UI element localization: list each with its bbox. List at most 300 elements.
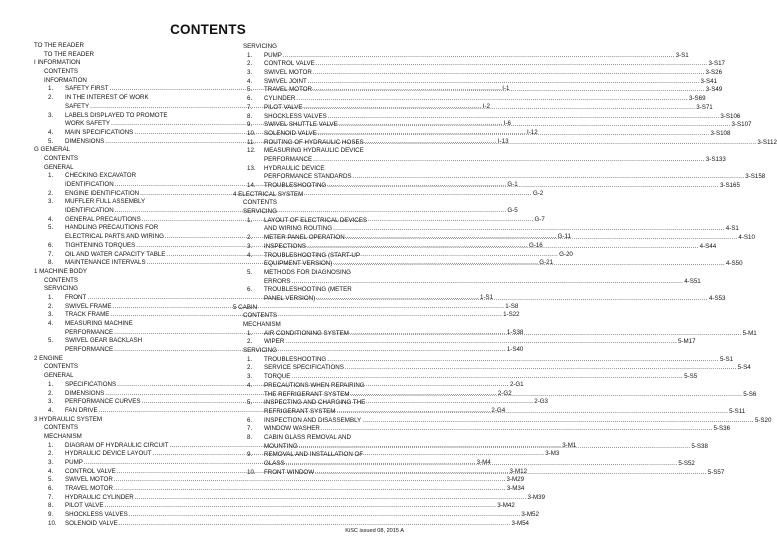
toc-entry-title: MEASURING MACHINE — [65, 320, 133, 327]
toc-entry[interactable] — [233, 225, 739, 234]
dot-leader — [314, 469, 708, 478]
toc-entry-title: CONTENTS — [44, 276, 79, 284]
dot-leader — [290, 373, 684, 382]
toc-entry-number: 5. — [247, 86, 253, 94]
toc-entry-number: 12. — [247, 147, 256, 155]
toc-page-number: 1-S1 — [480, 293, 494, 301]
toc-entry[interactable] — [233, 95, 706, 104]
toc-entry-title: DIMENSIONS — [65, 137, 105, 145]
toc-entry-number: 5. — [48, 137, 54, 145]
toc-page-number: 5-S57 — [707, 468, 725, 476]
toc-entry-title: SWIVEL SHUTTLE VALVE — [264, 121, 338, 129]
toc-entry-title: INFORMATION — [44, 76, 87, 84]
toc-entry-number: 3. — [247, 242, 253, 250]
toc-entry-title: CYLINDER — [264, 95, 296, 103]
toc-entry-title: GENERAL — [44, 372, 74, 380]
toc-entry-number: 4. — [247, 381, 253, 389]
toc-entry-title: MAINTENANCE INTERVALS — [65, 259, 146, 267]
toc-entry-number: 3. — [247, 373, 253, 381]
toc-entry-number: 1. — [247, 216, 253, 224]
toc-entry-number: 2. — [247, 338, 253, 346]
toc-page-number: 3-M29 — [506, 476, 525, 484]
toc-entry-title: 2 ENGINE — [34, 354, 63, 362]
toc-entry-title: TRAVEL MOTOR — [65, 485, 114, 493]
toc-entry-number: 5. — [48, 337, 54, 345]
toc-entry-title: SAFETY — [65, 102, 90, 110]
toc-heading — [34, 146, 224, 155]
toc-entry-title: SWIVEL MOTOR — [65, 476, 113, 484]
toc-entry-title: TO THE READER — [44, 50, 94, 58]
toc-entry-title: PILOT VALVE — [264, 103, 303, 111]
toc-leader — [264, 338, 696, 347]
toc-page-number: G-16 — [528, 241, 543, 249]
toc-heading — [34, 277, 224, 286]
toc-entry-title: CONTENTS — [44, 424, 79, 432]
dot-leader — [298, 443, 692, 452]
dot-leader — [315, 295, 709, 304]
toc-heading — [34, 268, 224, 277]
toc-entry-number: 4. — [48, 215, 54, 223]
dot-leader — [312, 156, 706, 165]
toc-entry-number: 13. — [247, 164, 256, 172]
toc-entry-number: 3. — [48, 198, 54, 206]
toc-entry-title: TROUBLESHOOTING — [264, 355, 327, 363]
toc-heading — [34, 68, 224, 77]
toc-entry-title: G GENERAL — [34, 146, 71, 154]
toc-page-number: 3-S69 — [689, 95, 706, 103]
toc-entry-title: PUMP — [65, 459, 83, 466]
toc-heading — [233, 191, 423, 200]
toc-heading — [233, 312, 423, 321]
toc-page-number: I-6 — [503, 120, 511, 128]
toc-page-number: I-2 — [482, 102, 491, 110]
toc-entry-title: FRONT — [65, 293, 87, 301]
dot-leader — [104, 502, 498, 511]
toc-heading — [233, 165, 423, 174]
dot-leader — [326, 182, 720, 191]
toc-entry-title: GENERAL PRECAUTIONS — [65, 215, 141, 223]
toc-entry-title: I INFORMATION — [34, 59, 81, 67]
toc-entry-title: WIPER — [264, 338, 285, 346]
toc-entry-title: WORK SAFETY — [65, 120, 111, 128]
toc-entry-number: 14. — [247, 182, 256, 189]
dot-leader — [295, 95, 689, 104]
toc-page-number: G-2 — [532, 189, 544, 197]
toc-page-number: 2-G3 — [534, 398, 548, 406]
dot-leader — [345, 234, 739, 243]
toc-heading — [233, 434, 423, 443]
toc-entry-title: TROUBLESHOOTING (METER — [264, 286, 352, 294]
dot-leader — [320, 425, 714, 434]
toc-entry-title: LABELS DISPLAYED TO PROMOTE — [65, 111, 168, 119]
toc-entry-title: 1 MACHINE BODY — [34, 267, 87, 275]
toc-entry[interactable] — [233, 338, 696, 347]
toc-entry-number: 3. — [48, 311, 54, 319]
dot-leader — [344, 364, 738, 373]
toc-entry-title: CONTENTS — [243, 199, 278, 207]
toc-entry-title: AIR CONDITIONING SYSTEM — [264, 329, 349, 337]
toc-entry-title: PANEL VERSION) — [264, 294, 316, 302]
toc-entry-title: METER PANEL OPERATION — [264, 234, 345, 242]
toc-entry-title: FRONT WINDOW — [264, 468, 315, 476]
toc-heading — [233, 43, 423, 52]
toc-entry-number: 6. — [247, 95, 253, 103]
toc-entry-number: 7. — [247, 425, 253, 433]
toc-entry-title: DIMENSIONS — [65, 389, 105, 397]
toc-page-number: 4-S1 — [725, 225, 739, 233]
toc-page-number: 3-S1 — [675, 51, 689, 59]
toc-page-number: 2-G1 — [509, 380, 524, 388]
dot-leader — [312, 69, 706, 78]
toc-heading — [233, 286, 423, 295]
toc-page-number: 4-S50 — [726, 260, 743, 268]
dot-leader — [113, 476, 507, 485]
toc-page-number: 3-M39 — [527, 493, 546, 501]
toc-entry-number: 6. — [247, 416, 253, 424]
toc-entry-number: 4. — [247, 251, 253, 259]
toc-entry-number: 1. — [48, 441, 54, 449]
toc-entry-title: ROUTING OF HYDRAULIC HOSES — [264, 138, 364, 146]
toc-page-number: G-1 — [507, 181, 518, 188]
toc-entry-number: 5. — [48, 224, 54, 232]
toc-entry-title: PERFORMANCE STANDARDS — [264, 173, 352, 181]
toc-page-number: 5-S36 — [713, 425, 731, 433]
toc-heading — [233, 269, 423, 278]
page-footer: KiSC issued 08, 2015 A — [345, 528, 404, 534]
toc-entry-number: 4. — [48, 320, 54, 327]
toc-entry[interactable] — [233, 416, 772, 426]
toc-entry-title: REMOVAL AND INSTALLATION OF — [264, 451, 364, 459]
toc-entry-title: MOUNTING — [264, 442, 298, 450]
toc-heading — [34, 198, 224, 207]
dot-leader — [317, 130, 711, 139]
toc-page-number: 3-S165 — [719, 182, 740, 189]
toc-entry-number: 1. — [247, 355, 253, 363]
toc-entry-number: 2. — [48, 302, 54, 310]
toc-entry-number: 2. — [48, 389, 54, 397]
toc-entry-title: AND WIRING ROUTING — [264, 225, 333, 233]
toc-entry[interactable] — [34, 485, 525, 494]
toc-page-number: 3-S108 — [710, 129, 731, 137]
toc-heading — [34, 285, 224, 294]
toc-entry-number: 2. — [247, 60, 253, 68]
toc-entry-number: 1. — [247, 51, 253, 59]
toc-entry-title: PERFORMANCE CURVES — [65, 398, 141, 406]
toc-entry-title: SHOCKLESS VALVES — [65, 511, 128, 519]
toc-page-number: G-20 — [559, 250, 573, 258]
toc-entry-number: 8. — [48, 502, 54, 510]
toc-entry-title: SERVICE SPECIFICATIONS — [264, 364, 344, 372]
toc-entry-title: WINDOW WASHER — [264, 425, 320, 433]
toc-page-number: 1-S40 — [506, 346, 524, 354]
toc-entry-number: 1. — [247, 329, 253, 337]
toc-entry[interactable] — [233, 155, 726, 165]
toc-entry-title: SERVICING — [243, 347, 277, 355]
toc-entry-title: SOLENOID VALVE — [65, 519, 118, 527]
toc-entry-title: INSPECTION AND DISASSEMBLY — [264, 416, 362, 424]
toc-entry-number: 8. — [247, 112, 253, 120]
dot-leader — [306, 243, 700, 252]
toc-entry-title: MEASURING HYDRAULIC DEVICE — [264, 147, 364, 155]
toc-page-number: 3-S17 — [708, 60, 725, 68]
toc-entry[interactable] — [233, 277, 701, 287]
dot-leader — [128, 511, 522, 520]
toc-entry-title: PERFORMANCE — [264, 155, 313, 163]
toc-entry-title: SWIVEL JOINT — [264, 77, 307, 85]
toc-page-number: 2-G2 — [497, 389, 512, 397]
toc-entry[interactable] — [34, 476, 525, 485]
toc-entry[interactable] — [233, 364, 751, 373]
dot-leader — [364, 139, 758, 148]
dot-leader — [134, 494, 528, 503]
toc-entry-title: CONTENTS — [44, 68, 79, 76]
toc-entry-number: 7. — [48, 493, 54, 501]
toc-entry[interactable] — [233, 60, 725, 69]
toc-heading — [233, 399, 423, 408]
toc-heading — [233, 382, 423, 391]
toc-entry-number: 10. — [247, 129, 256, 137]
toc-entry-number: 1. — [48, 172, 54, 180]
toc-entry-title: OIL AND WATER CAPACITY TABLE — [65, 250, 166, 258]
toc-entry-title: IN THE INTEREST OF WORK — [65, 94, 149, 102]
toc-page-number: I-1 — [502, 85, 510, 93]
toc-entry-title: CONTENTS — [243, 312, 278, 320]
toc-entry-number: 5. — [247, 268, 253, 276]
toc-heading — [34, 77, 224, 86]
toc-heading — [34, 59, 224, 68]
dot-leader — [335, 408, 729, 417]
toc-entry-title: SERVICING — [243, 208, 277, 216]
toc-entry-title: MAIN SPECIFICATIONS — [65, 128, 134, 136]
toc-entry-title: PILOT VALVE — [65, 502, 104, 510]
toc-entry-number: 10. — [48, 519, 57, 527]
toc-page-number: 5-S6 — [743, 390, 757, 398]
toc-entry-title: GENERAL — [44, 163, 74, 171]
toc-entry-title: PRECAUTIONS WHEN REPAIRING — [264, 381, 365, 389]
toc-page-number: 5-S11 — [729, 407, 746, 415]
toc-heading — [233, 147, 423, 156]
toc-entry[interactable] — [34, 493, 546, 503]
toc-entry-title: ELECTRICAL PARTS AND WIRING — [65, 233, 164, 241]
toc-heading — [34, 51, 224, 60]
toc-entry-title: CHECKING EXCAVATOR — [65, 172, 137, 180]
toc-entry-title: SHOCKLESS VALVES — [264, 112, 327, 120]
toc-entry-title: ERRORS — [264, 277, 291, 285]
toc-page-number: 4-S53 — [708, 294, 726, 302]
toc-entry-number: 9. — [247, 451, 253, 459]
dot-leader — [350, 391, 744, 400]
toc-page-number: I-13 — [497, 137, 509, 145]
toc-entry-number: 4. — [48, 467, 54, 475]
toc-entry-number: 6. — [48, 485, 54, 493]
toc-page-number: 3-M12 — [509, 467, 528, 475]
toc-entry-number: 10. — [247, 468, 256, 476]
toc-entry-title: 4 ELECTRICAL SYSTEM — [233, 190, 304, 198]
toc-entry[interactable] — [233, 51, 689, 61]
dot-leader — [303, 104, 697, 113]
toc-entry-title: MECHANISM — [44, 432, 82, 440]
toc-entry-title: HYDRAULIC DEVICE — [264, 164, 325, 172]
toc-entry-title: HYDRAULIC DEVICE LAYOUT — [65, 450, 152, 458]
toc-entry-number: 7. — [48, 250, 54, 258]
toc-entry-number: 1. — [48, 380, 54, 388]
toc-heading — [34, 112, 224, 121]
dot-leader — [349, 330, 743, 339]
toc-entry-title: INSPECTING AND CHARGING THE — [264, 399, 366, 407]
toc-entry-title: INSPECTIONS — [264, 242, 306, 250]
toc-entry-title: CONTROL VALVE — [65, 467, 116, 475]
toc-entry-title: METHODS FOR DIAGNOSING — [264, 268, 351, 276]
toc-heading — [34, 355, 224, 364]
dot-leader — [327, 113, 721, 122]
toc-heading — [233, 208, 423, 217]
toc-entry-title: PERFORMANCE — [65, 346, 114, 354]
dot-leader — [118, 520, 512, 529]
toc-entry-title: SWIVEL GEAR BACKLASH — [65, 337, 143, 345]
toc-page-number: 3-S71 — [696, 103, 713, 111]
toc-entry-number: 3. — [48, 111, 54, 119]
toc-heading — [34, 164, 224, 173]
toc-entry-number: 4. — [48, 406, 54, 414]
toc-entry-number: 9. — [48, 511, 54, 519]
toc-heading — [34, 433, 224, 442]
toc-entry-title: LAYOUT OF ELECTRICAL DEVICES — [264, 216, 368, 224]
toc-entry-number: 1. — [48, 85, 54, 93]
toc-page-number: 5-S20 — [754, 416, 772, 424]
toc-heading — [233, 304, 423, 313]
dot-leader — [352, 173, 746, 182]
toc-entry-number: 6. — [48, 241, 54, 249]
toc-page-number: G-21 — [539, 259, 554, 267]
toc-entry-title: TIGHTENING TORQUES — [65, 241, 136, 249]
toc-entry[interactable] — [233, 69, 723, 78]
toc-entry-number: 3. — [247, 69, 253, 77]
dot-leader — [332, 225, 726, 234]
toc-heading — [233, 252, 423, 261]
toc-entry-title: FAN DRIVE — [65, 406, 98, 414]
toc-heading — [34, 94, 224, 103]
toc-entry-title: ENGINE IDENTIFICATION — [65, 189, 140, 197]
toc-page-number: 3-S41 — [700, 77, 717, 85]
toc-entry-title: TRAVEL MOTOR — [264, 86, 313, 94]
toc-page-number: 3-S26 — [705, 69, 723, 77]
dot-leader — [290, 278, 684, 287]
toc-entry-title: TO THE READER — [34, 42, 84, 49]
toc-page-number: 3-S107 — [731, 121, 752, 129]
toc-entry-number: 8. — [48, 259, 54, 267]
toc-entry-title: GLASS — [264, 460, 285, 467]
toc-entry-title: IDENTIFICATION — [65, 181, 114, 188]
toc-page-number: 3-M3 — [545, 450, 560, 458]
toc-entry-title: CONTROL VALVE — [264, 60, 315, 68]
toc-entry-number: 8. — [247, 433, 253, 441]
toc-entry-number: 11. — [247, 138, 256, 146]
toc-entry-number: 3. — [48, 398, 54, 406]
toc-page-number: 5-S1 — [719, 355, 734, 363]
toc-entry-title: SWIVEL MOTOR — [264, 69, 312, 77]
toc-entry[interactable] — [233, 112, 741, 122]
toc-entry-title: MECHANISM — [243, 321, 281, 328]
toc-entry-title: PUMP — [264, 51, 282, 59]
toc-entry-number: 1. — [48, 293, 54, 301]
toc-entry-title: TROUBLESHOOTING — [264, 182, 327, 189]
toc-heading — [233, 217, 423, 226]
toc-page-number: 5-S5 — [684, 373, 698, 381]
toc-entry-title: SAFETY FIRST — [65, 85, 109, 93]
toc-page-number: 3-M42 — [497, 502, 515, 510]
toc-entry-title: SWIVEL FRAME — [65, 302, 112, 310]
dot-leader — [338, 121, 732, 130]
toc-heading — [233, 321, 423, 330]
toc-entry-title: HANDLING PRECAUTIONS FOR — [65, 224, 159, 232]
toc-entry-title: HYDRAULIC CYLINDER — [65, 493, 134, 501]
toc-entry[interactable] — [233, 373, 698, 382]
toc-entry-title: SOLENOID VALVE — [264, 129, 317, 137]
toc-entry[interactable] — [34, 511, 539, 520]
toc-entry-number: 2. — [48, 94, 54, 102]
toc-leader — [264, 51, 689, 61]
dot-leader — [113, 485, 507, 494]
dot-leader — [282, 52, 676, 61]
toc-heading — [34, 155, 224, 164]
toc-entry-number: 5. — [48, 476, 54, 484]
toc-entry[interactable] — [34, 519, 529, 529]
toc-entry-number: 2. — [247, 364, 253, 372]
toc-entry-title: CABIN GLASS REMOVAL AND — [264, 433, 351, 441]
toc-entry-number: 3. — [48, 459, 54, 466]
toc-entry[interactable] — [233, 355, 734, 365]
toc-entry-title: MUFFLER FULL ASSEMBLY — [65, 198, 146, 206]
toc-page-number: 4-S51 — [684, 277, 701, 285]
toc-entry-title: IDENTIFICATION — [65, 207, 114, 215]
toc-heading — [34, 224, 224, 233]
toc-entry-number: 7. — [247, 103, 253, 111]
toc-page-number: 3-S158 — [745, 173, 766, 181]
toc-entry-title: 3 HYDRAULIC SYSTEM — [34, 415, 103, 423]
toc-page-number: 1-S8 — [505, 302, 519, 310]
dot-leader — [326, 356, 720, 365]
toc-entry-number: 4. — [48, 128, 54, 136]
toc-heading — [34, 337, 224, 346]
toc-entry-title: SERVICING — [44, 285, 78, 293]
toc-page-number: 3-M52 — [521, 511, 539, 519]
toc-page-number: 4-S44 — [699, 242, 717, 250]
toc-entry-number: 6. — [247, 286, 253, 294]
toc-entry[interactable] — [233, 77, 717, 87]
toc-page-number: 5-S38 — [691, 442, 708, 450]
toc-page-number: G-7 — [534, 215, 545, 223]
page-title: CONTENTS — [170, 22, 246, 37]
toc-entry[interactable] — [34, 502, 515, 511]
toc-entry[interactable] — [233, 425, 731, 434]
toc-entry-title: TORQUE — [264, 373, 291, 381]
toc-page-number: 3-M54 — [511, 519, 529, 527]
toc-page-number: I-12 — [527, 128, 538, 136]
toc-heading — [34, 42, 224, 51]
toc-page-number: 4-S10 — [738, 234, 755, 242]
toc-page-number: 2-G4 — [491, 406, 506, 414]
toc-page-number: 3-M1 — [562, 441, 577, 449]
toc-page-number: 5-M1 — [742, 329, 757, 337]
dot-leader — [315, 60, 709, 69]
toc-page-number: G-11 — [557, 233, 571, 241]
toc-entry-title: REFRIGERANT SYSTEM — [264, 407, 336, 415]
toc-entry-title: TRACK FRAME — [65, 311, 110, 319]
toc-heading — [34, 416, 224, 425]
toc-entry-number: 2. — [48, 450, 54, 458]
dot-leader — [307, 78, 701, 87]
toc-entry[interactable] — [233, 173, 766, 182]
